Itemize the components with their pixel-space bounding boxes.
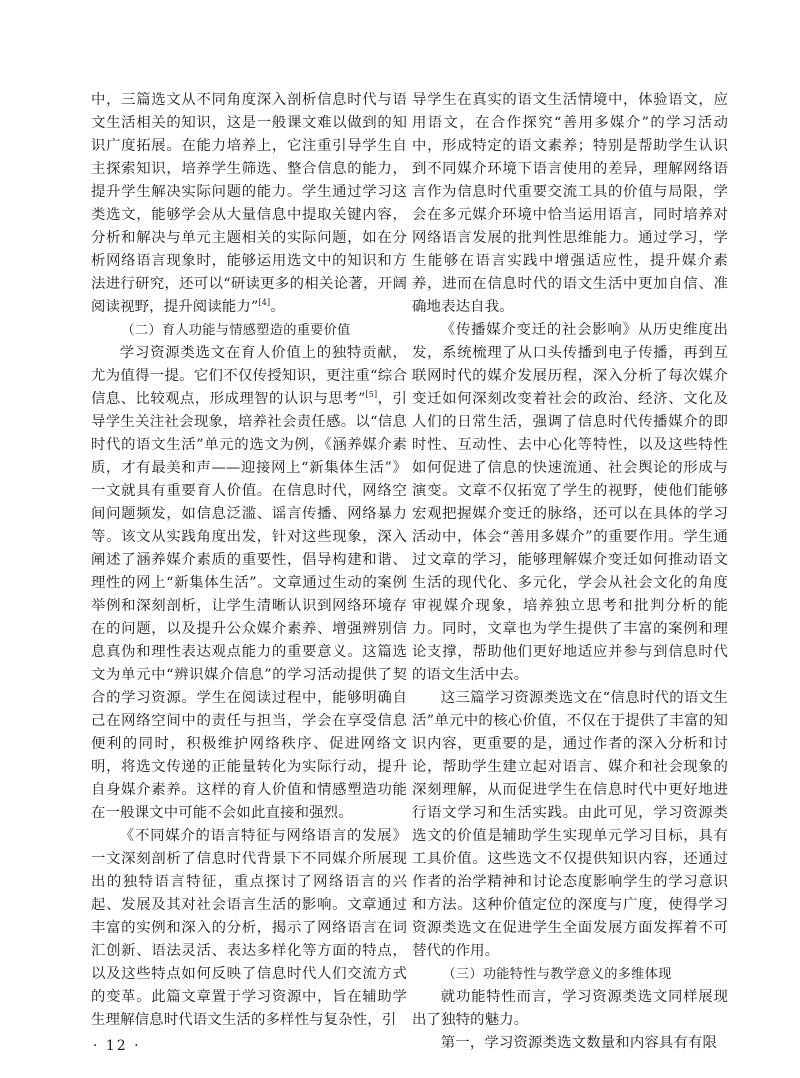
body-paragraph: 导学生在真实的语文生活情境中，体验语文，应用语文，在合作探究“善用多媒介”的学习活动中，形成特定的语文素养；特别是帮助学生认识到不同媒介环境下语言使用的差异，理解网络语言作为信息时代重要交流工具的价值与局限，学会在多元媒介环境中恰当运用语言，同时培养对网络语言发展的批判性思维能力。通过学习，学生能够在语言实践中增强适应性，提升媒介素养，进而在信息时代的语文生活中更加自信、准确地表达自我。 <box>412 92 728 315</box>
citation-ref: [5] <box>365 390 378 399</box>
right-column <box>412 89 728 1055</box>
section-heading: （三）功能特性与教学意义的多维体现 <box>442 967 672 982</box>
section-heading: （二）育人功能与情感塑造的重要价值 <box>121 323 351 338</box>
body-paragraph: 就功能特性而言，学习资源类选文同样展现出了独特的魅力。 <box>412 989 728 1028</box>
left-column <box>91 89 407 1032</box>
citation-ref: [4] <box>258 298 271 307</box>
body-paragraph: 《传播媒介变迁的社会影响》从历史维度出发，系统梳理了从口头传播到电子传播，再到互联网时代的媒介发展历程，深入分析了每次媒介变迁如何深刻改变着社会的政治、经济、文化及人们的日常生活，强调了信息时代传播媒介的即时性、互动性、去中心化等特性，以及这些特性如何促进了信息的快速流通、社会舆论的形成与演变。文章不仅拓宽了学生的视野，使他们能够宏观把握媒介变迁的脉络，还可以在具体的学习活动中，体会“善用多媒介”的重要作用。学生通过文章的学习，能够理解媒介变迁如何推动语文生活的现代化、多元化，学会从社会文化的角度审视媒介现象，培养独立思考和批判分析的能力。同时，文章也为学生提供了丰富的案例和理论支撑，帮助他们更好地适应并参与到信息时代的语文生活中去。 <box>412 322 728 683</box>
body-paragraph: 第一，学习资源类选文数量和内容具有有限 <box>440 1035 718 1051</box>
page-number: · 12 · <box>93 1038 141 1054</box>
body-paragraph: 《不同媒介的语言特征与网络语言的发展》一文深刻剖析了信息时代背景下不同媒介所展现出的独特语言特征，重点探讨了网络语言的兴起、发展及其对社会语言生活的影响。文章通过丰富的实例和深入的分析，揭示了网络语言在词汇创新、语法灵活、表达多样化等方面的特点，以及这些特点如何反映了信息时代人们交流方式的变革。此篇文章置于学习资源中，旨在辅助学生理解信息时代语文生活的多样性与复杂性，引 <box>91 828 407 1028</box>
body-paragraph: 这三篇学习资源类选文在“信息时代的语文生活”单元中的核心价值，不仅在于提供了丰富的知识内容，更重要的是，通过作者的深入分析和讨论，帮助学生建立起对语言、媒介和社会现象的深刻理解，从而促进学生在信息时代中更好地进行语文学习和生活实践。由此可见，学习资源类选文的价值是辅助学生实现单元学习目标，具有工具价值。这些选文不仅提供知识内容，还通过作者的治学精神和讨论态度影响学生的学习意识和方法。这种价值定位的深度与广度，使得学习资源类选文在促进学生全面发展方面发挥着不可替代的作用。 <box>412 690 728 959</box>
body-paragraph: 中，三篇选文从不同角度深入剖析信息时代与语文生活相关的知识，这是一般课文难以做到的知识广度拓展。在能力培养上，它注重引导学生自主探索知识，培养学生筛选、整合信息的能力，提升学生解决实际问题的能力。学生通过学习这类选文，能够学会从大量信息中提取关键内容，分析和解决与单元主题相关的实际问题，如在分析网络语言现象时，能够运用选文中的知识和方法进行研究，还可以“研读更多的相关论著，开阔阅读视野，提升阅读能力”[4]。 <box>91 92 407 315</box>
body-paragraph: 学习资源类选文在育人价值上的独特贡献，尤为值得一提。它们不仅传授知识，更注重“综合信息、比较观点，形成理智的认识与思考”[5]，引导学生关注社会现象，培养社会责任感。以“信息时代的语文生活”单元的选文为例，《涵养媒介素质，才有最美和声——迎接网上“新集体生活”》一文就具有重要育人价值。在信息时代，网络空间问题频发，如信息泛滥、谣言传播、网络暴力等。该文从实践角度出发，针对这些现象，深入阐述了涵养媒介素质的重要性，倡导构建和谐、理性的网上“新集体生活”。文章通过生动的案例举例和深刻剖析，让学生清晰认识到网络环境存在的问题，以及提升公众媒介素养、增强辨别信息真伪和理性表达观点能力的重要意义。这篇选文为单元中“辨识媒介信息”的学习活动提供了契合的学习资源。学生在阅读过程中，能够明确自己在网络空间中的责任与担当，学会在享受信息便利的同时，积极维护网络秩序、促进网络文明，将选文传递的正能量转化为实际行动，提升自身媒介素养。这样的育人价值和情感塑造功能在一般课文中可能不会如此直接和强烈。 <box>91 345 407 821</box>
